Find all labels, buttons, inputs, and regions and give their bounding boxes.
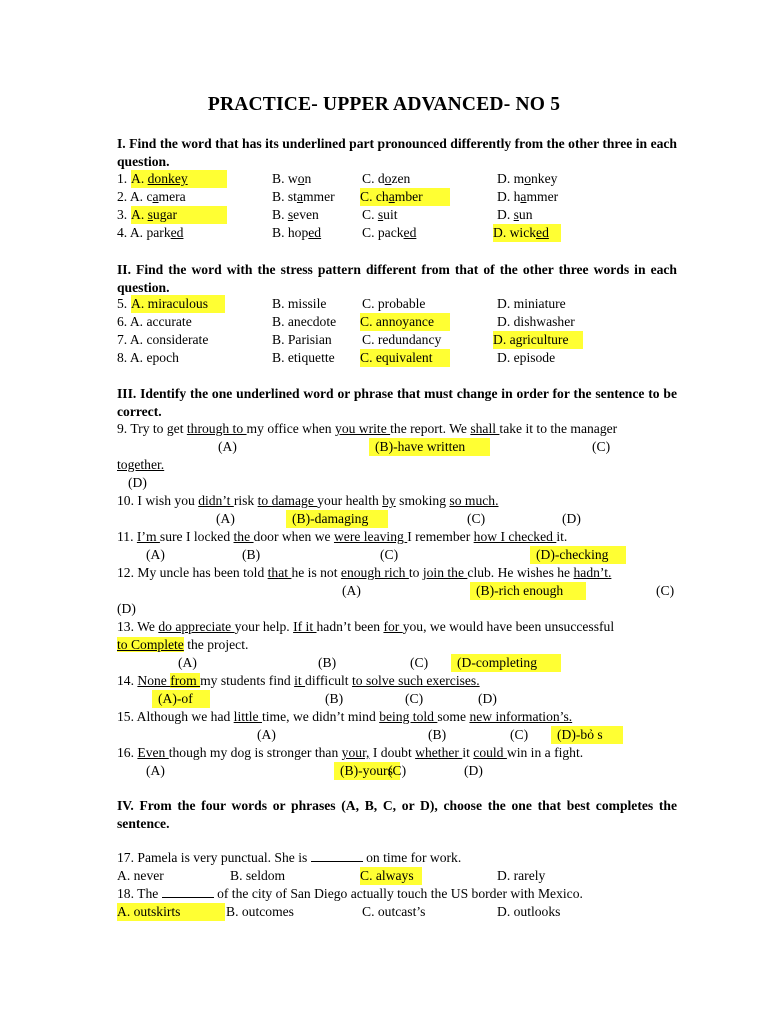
q18-sentence: 18. The of the city of San Diego actually touch the US border with Mexico.: [117, 886, 583, 901]
q16-label-b: (B)-yours: [334, 762, 400, 780]
q15-label-d: (D)-bỏ s: [551, 726, 623, 744]
q14-sentence: 14. None from my students find it difficult to solve such exercises.: [117, 673, 480, 688]
q2-option-c: C. chamber: [360, 188, 450, 206]
section-1-instructions: I. Find the word that has its underlined part pronounced differently from the other three in each question.: [117, 136, 677, 169]
q7-option-b: B. Parisian: [272, 332, 332, 347]
q15-label-c: (C): [510, 727, 529, 742]
q11-label-c: (C): [380, 547, 399, 562]
q16-sentence: 16. Even though my dog is stronger than your, I doubt whether it could win in a fight.: [117, 745, 584, 760]
q12-sentence: 12. My uncle has been told that he is not enough rich to join the club. He wishes he hadn’t.: [117, 565, 612, 580]
q8-option-b: B. etiquette: [272, 350, 335, 365]
q18-blank: [162, 885, 214, 898]
q4-option-a: 4. A. parked: [117, 225, 184, 240]
section-4-instructions: IV. From the four words or phrases (A, B, C, or D), choose the one that best completes the sentence.: [117, 798, 677, 831]
q3-option-b: B. seven: [272, 207, 319, 222]
q4-option-c: C. packed: [362, 225, 417, 240]
q11-sentence: 11. I’m sure I locked the door when we were leaving I remember how I checked it.: [117, 529, 568, 544]
q17-blank: [311, 849, 363, 862]
q6-option-b: B. anecdote: [272, 314, 337, 329]
q16-label-a: (A): [146, 763, 165, 778]
q6-option-a: 6. A. accurate: [117, 314, 192, 329]
q7-option-a: 7. A. considerate: [117, 332, 209, 347]
q3-option-d: D. sun: [497, 207, 533, 222]
q13-label-c: (C): [410, 655, 429, 670]
q5-option-a: A. miraculous: [131, 295, 225, 313]
q2-option-b: B. stammer: [272, 189, 335, 204]
q12-label-b: (B)-rich enough: [470, 582, 586, 600]
q10-sentence: 10. I wish you didn’t risk to damage your health by smoking so much.: [117, 493, 499, 508]
q11-label-a: (A): [146, 547, 165, 562]
section-3-instructions: III. Identify the one underlined word or phrase that must change in order for the sentence to be correct.: [117, 386, 677, 419]
q8-option-a: 8. A. epoch: [117, 350, 179, 365]
q2-option-d: D. hammer: [497, 189, 559, 204]
q13-sentence: 13. We do appreciate your help. If it hadn’t been for you, we would have been unsuccessful: [117, 619, 615, 634]
q12-label-d: (D): [117, 601, 136, 616]
q18-option-a: A. outskirts: [117, 903, 225, 921]
q2-option-a: 2. A. camera: [117, 189, 186, 204]
q9-sentence-end: together.: [117, 457, 165, 472]
q5-option-b: B. missile: [272, 296, 327, 311]
q10-label-a: (A): [216, 511, 235, 526]
q18-option-d: D. outlooks: [497, 904, 561, 919]
q13-sentence-end: to Complete the project.: [117, 637, 249, 652]
q13-label-b: (B): [318, 655, 337, 670]
q9-label-b: (B)-have written: [369, 438, 490, 456]
q9-sentence: 9. Try to get through to my office when you write the report. We shall take it to the manager: [117, 421, 618, 436]
q10-label-c: (C): [467, 511, 486, 526]
q5-option-c: C. probable: [362, 296, 426, 311]
q13-label-d: (D-completing: [451, 654, 561, 672]
q18-option-b: B. outcomes: [226, 904, 294, 919]
q13-label-a: (A): [178, 655, 197, 670]
q14-label-a: (A)-of: [152, 690, 210, 708]
q12-label-a: (A): [342, 583, 361, 598]
q17-option-d: D. rarely: [497, 868, 546, 883]
q14-label-d: (D): [478, 691, 497, 706]
q5-number: 5.: [117, 296, 128, 311]
q16-label-c: (C): [388, 763, 407, 778]
q5-option-d: D. miniature: [497, 296, 566, 311]
q11-label-d: (D)-checking: [530, 546, 626, 564]
page-title: PRACTICE- UPPER ADVANCED- NO 5: [207, 94, 561, 115]
q7-option-d: D. agriculture: [493, 331, 583, 349]
q9-label-d: (D): [128, 475, 147, 490]
q8-option-c: C. equivalent: [360, 349, 450, 367]
q1-option-a: A. donkey: [131, 170, 227, 188]
q7-option-c: C. redundancy: [362, 332, 442, 347]
q15-label-a: (A): [257, 727, 276, 742]
section-2-instructions: II. Find the word with the stress pattern different from that of the other three words in each question.: [117, 262, 677, 295]
q1-number: 1.: [117, 171, 128, 186]
q1-option-b: B. won: [272, 171, 312, 186]
q6-option-d: D. dishwasher: [497, 314, 575, 329]
q14-label-b: (B): [325, 691, 344, 706]
q3-number: 3.: [117, 207, 128, 222]
q6-option-c: C. annoyance: [360, 313, 450, 331]
q14-label-c: (C): [405, 691, 424, 706]
q8-option-d: D. episode: [497, 350, 556, 365]
q4-option-d: D. wicked: [493, 224, 561, 242]
q3-option-a: A. sugar: [131, 206, 227, 224]
q15-label-b: (B): [428, 727, 447, 742]
q1-option-c: C. dozen: [362, 171, 411, 186]
q10-label-b: (B)-damaging: [286, 510, 388, 528]
q17-option-c: C. always: [360, 867, 422, 885]
q10-label-d: (D): [562, 511, 581, 526]
q17-option-b: B. seldom: [230, 868, 286, 883]
q3-option-c: C. suit: [362, 207, 398, 222]
q4-option-b: B. hoped: [272, 225, 322, 240]
q12-label-c: (C): [656, 583, 675, 598]
q1-option-d: D. monkey: [497, 171, 558, 186]
q15-sentence: 15. Although we had little time, we didn’t mind being told some new information’s.: [117, 709, 573, 724]
q17-option-a: A. never: [117, 868, 164, 883]
q9-label-a: (A): [218, 439, 237, 454]
q16-label-d: (D): [464, 763, 483, 778]
q18-option-c: C. outcast’s: [362, 904, 426, 919]
q17-sentence: 17. Pamela is very punctual. She is on time for work.: [117, 850, 462, 865]
q9-label-c: (C): [592, 439, 611, 454]
q11-label-b: (B): [242, 547, 261, 562]
